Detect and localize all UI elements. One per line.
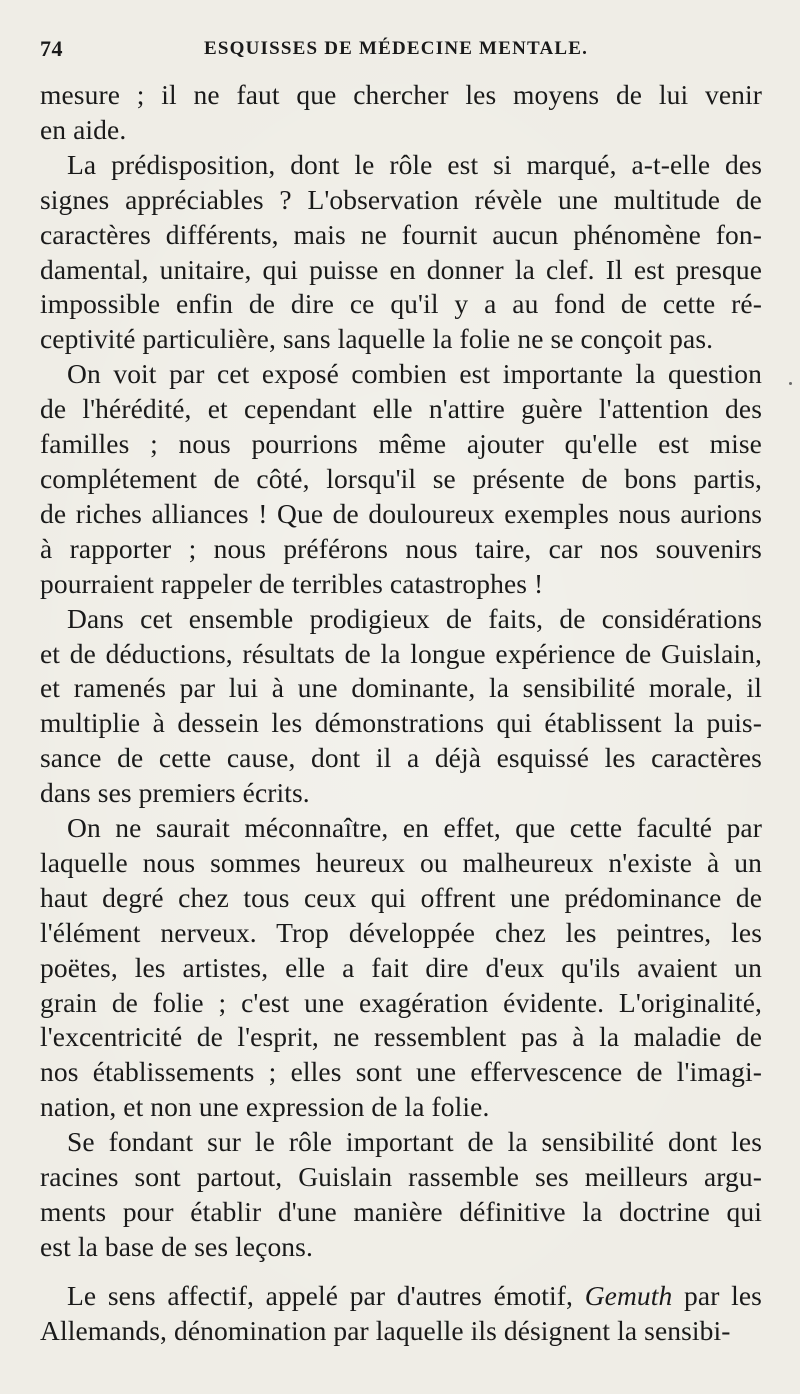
- italic-term: Gemuth: [584, 1279, 673, 1311]
- running-title: ESQUISSES DE MÉDECINE MENTALE.: [204, 38, 589, 59]
- paragraph: Dans cet ensemble prodigieux de faits, de considérations et de déductions, résultats de la longue expérience de Guislain, et ramenés par lui à une dominante, la sensibilité morale, il multiplie à dessein les démonstrations qui établissent la puis- sance de cette cause, dont il a déjà esquissé les caractères dans ses premiers écrits.: [40, 602, 762, 809]
- page-number: 74: [40, 36, 63, 61]
- paragraph: Le sens affectif, appelé par d'autres émotif, Gemuth par les Allemands, dénomination par laquelle ils désignent la sensibi-: [40, 1279, 762, 1346]
- paragraph: Se fondant sur le rôle important de la sensibilité dont les racines sont partout, Guislain rassemble ses meilleurs argu- ments pour établir d'une manière définitive la doctrine qui est la base de ses leçons.: [40, 1126, 762, 1262]
- paragraph: On ne saurait méconnaître, en effet, que cette faculté par laquelle nous sommes heureux ou malheureux n'existe à un haut degré chez tous ceux qui offrent une prédominance de l'élément nerveux. Trop développée chez les peintres, les poëtes, les artistes, elle a fait dire d'eux qu'ils avaient un grain de folie ; c'est une exagération évidente. L'originalité, l'excentricité de l'esprit, ne ressemblent pas à la maladie de nos établissements ; elles sont une effervescence de l'imagi- nation, et non une expression de la folie.: [40, 812, 762, 1123]
- page-header: [40, 36, 762, 76]
- paper-speck: [789, 382, 792, 385]
- paragraph: La prédisposition, dont le rôle est si marqué, a-t-elle des signes appréciables ? L'observation révèle une multitude de caractères différents, mais ne fournit aucun phénomène fon- damental, unitaire, qui puisse en donner la clef. Il est presque impossible enfin de dire ce qu'il y a au fond de cette ré- ceptivité particulière, sans laquelle la folie ne se conçoit pas.: [40, 148, 762, 355]
- paragraph: mesure ; il ne faut que chercher les moyens de lui venir en aide.: [40, 79, 762, 145]
- body-text: [40, 78, 762, 1349]
- paragraph: On voit par cet exposé combien est importante la question de l'hérédité, et cependant elle n'attire guère l'attention des familles ; nous pourrions même ajouter qu'elle est mise complétement de côté, lorsqu'il se présente de bons partis, de riches alliances ! Que de douloureux exemples nous aurions à rapporter ; nous préférons nous taire, car nos souvenirs pourraient rappeler de terribles catastrophes !: [40, 358, 762, 599]
